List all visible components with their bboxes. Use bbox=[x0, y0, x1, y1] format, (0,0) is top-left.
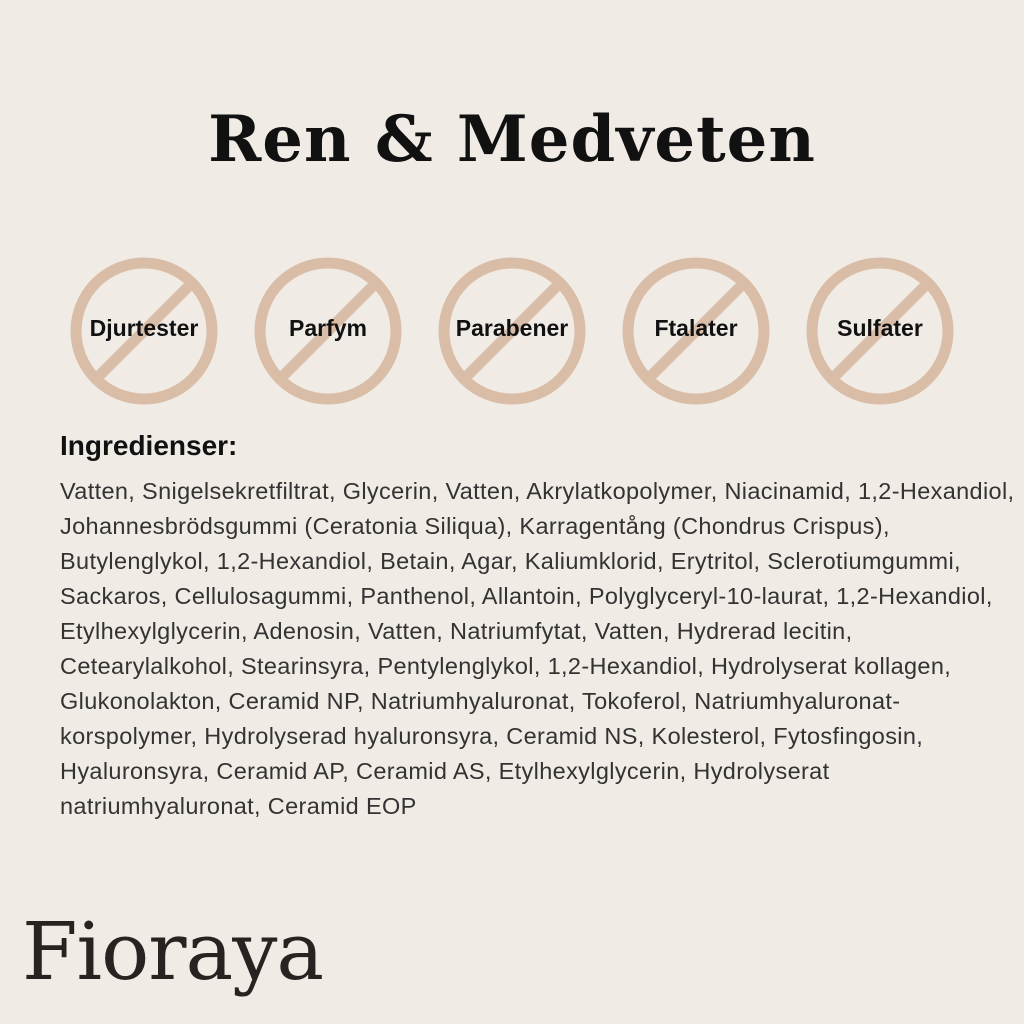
badge-label: Djurtester bbox=[89, 315, 199, 341]
badge-label: Sulfater bbox=[837, 315, 923, 341]
brand-logo: Fioraya bbox=[22, 905, 324, 998]
badge-ftalater bbox=[620, 255, 772, 407]
badge-label: Parfym bbox=[289, 315, 367, 341]
badge-label: Parabener bbox=[455, 315, 569, 341]
page-title: Ren & Medveten bbox=[208, 102, 816, 177]
free-from-badges bbox=[0, 255, 1024, 410]
badge-parabener bbox=[436, 255, 588, 407]
badge-sulfater bbox=[804, 255, 956, 407]
badge-djurtester bbox=[68, 255, 220, 407]
badge-label: Ftalater bbox=[654, 315, 738, 341]
badge-parfym bbox=[252, 255, 404, 407]
ingredients-list: Vatten, Snigelsekretfiltrat, Glycerin, Vatten, Akrylatkopolymer, Niacinamid, 1,2-Hexandiol, Johannesbrödsgummi (Ceratonia Siliqua), Karragentång (Chondrus Crispus), Butylenglykol, 1,2-Hexandiol, Betain, Agar, Kaliumklorid, Erytritol, Sclerotiumgummi, Sackaros, Cellulosagummi, Panthenol, Allantoin, Polyglyceryl-10-laurat, 1,2-Hexandiol, Etylhexylglycerin, Adenosin, Vatten, Natriumfytat, Vatten, Hydrerad lecitin, Cetearylalkohol, Stearinsyra, Pentylenglykol, 1,2-Hexandiol, Hydrolyserat kollagen, Glukonolakton, Ceramid NP, Natriumhyaluronat, Tokoferol, Natriumhyaluronat-korspolymer, Hydrolyserad hyaluronsyra, Ceramid NS, Kolesterol, Fytosfingosin, Hyaluronsyra, Ceramid AP, Ceramid AS, Etylhexylglycerin, Hydrolyserat natriumhyaluronat, Ceramid EOP bbox=[60, 478, 1015, 819]
ingredients-heading: Ingredienser: bbox=[60, 430, 238, 461]
